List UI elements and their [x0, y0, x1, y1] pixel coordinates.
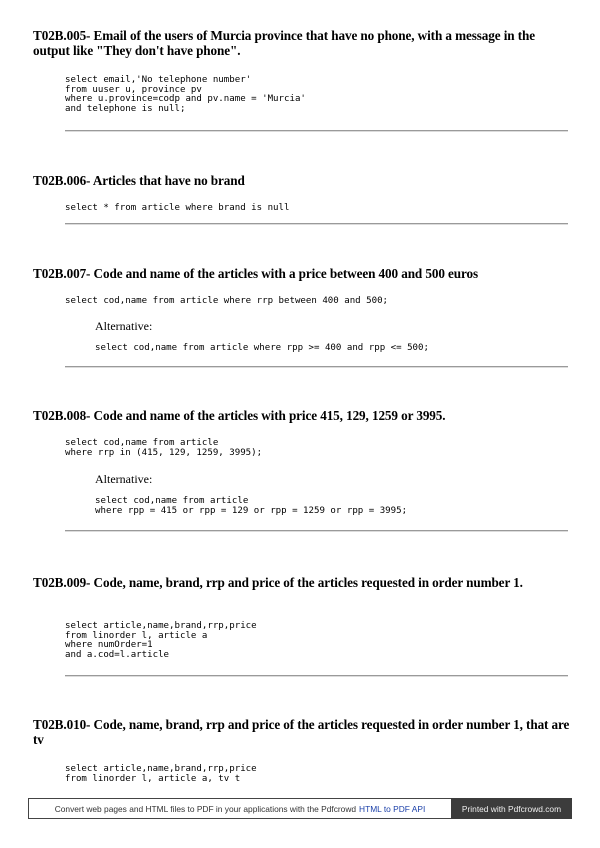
- divider: [65, 530, 568, 532]
- section-heading: T02B.007- Code and name of the articles with a price between 400 and 500 euros: [33, 266, 479, 281]
- section-heading: T02B.010- Code, name, brand, rrp and price of the articles requested in order number 1, that are tv: [33, 717, 570, 747]
- footer-printed-badge[interactable]: [451, 798, 572, 819]
- section-heading: T02B.005- Email of the users of Murcia province that have no phone, with a message in the output like "They don't have phone".: [33, 28, 535, 58]
- code-block: select article,name,brand,rrp,price from linorder l, article a where numOrder=1 and a.cod=l.article: [65, 621, 257, 660]
- footer-printed-text: Printed with Pdfcrowd.com: [461, 803, 562, 814]
- alternative-code-block: select cod,name from article where rpp = 415 or rpp = 129 or rpp = 1259 or rpp = 3995;: [95, 496, 408, 516]
- section-005: [33, 28, 573, 114]
- section-007: [33, 266, 573, 353]
- section-heading: T02B.009- Code, name, brand, rrp and price of the articles requested in order number 1.: [33, 575, 523, 590]
- section-010: [33, 717, 573, 784]
- code-block: select cod,name from article where rrp between 400 and 500;: [65, 296, 389, 306]
- divider: [65, 130, 568, 132]
- html-to-pdf-api-link[interactable]: HTML to PDF API: [359, 803, 426, 814]
- code-block: select * from article where brand is null: [65, 203, 290, 213]
- divider: [65, 223, 568, 225]
- alternative-code-block: select cod,name from article where rpp >= 400 and rpp <= 500;: [95, 343, 429, 353]
- code-block: select cod,name from article where rrp in (415, 129, 1259, 3995);: [65, 438, 263, 458]
- alternative-label: Alternative:: [95, 319, 153, 333]
- code-block: select email,'No telephone number' from uuser u, province pv where u.province=codp and pv.name = 'Murcia' and telephone is null;: [65, 75, 306, 114]
- section-009: [33, 575, 573, 660]
- code-block: select article,name,brand,rrp,price from linorder l, article a, tv t: [65, 764, 257, 784]
- section-006: [33, 173, 573, 213]
- footer-convert-notice: [28, 798, 451, 819]
- section-heading: T02B.006- Articles that have no brand: [33, 173, 245, 188]
- footer-text: Convert web pages and HTML files to PDF in your applications with the Pdfcrowd: [54, 803, 357, 814]
- divider: [65, 366, 568, 368]
- pdfcrowd-footer: [28, 798, 572, 819]
- divider: [65, 675, 568, 677]
- section-heading: T02B.008- Code and name of the articles with price 415, 129, 1259 or 3995.: [33, 408, 446, 423]
- section-008: [33, 408, 573, 516]
- alternative-label: Alternative:: [95, 472, 153, 486]
